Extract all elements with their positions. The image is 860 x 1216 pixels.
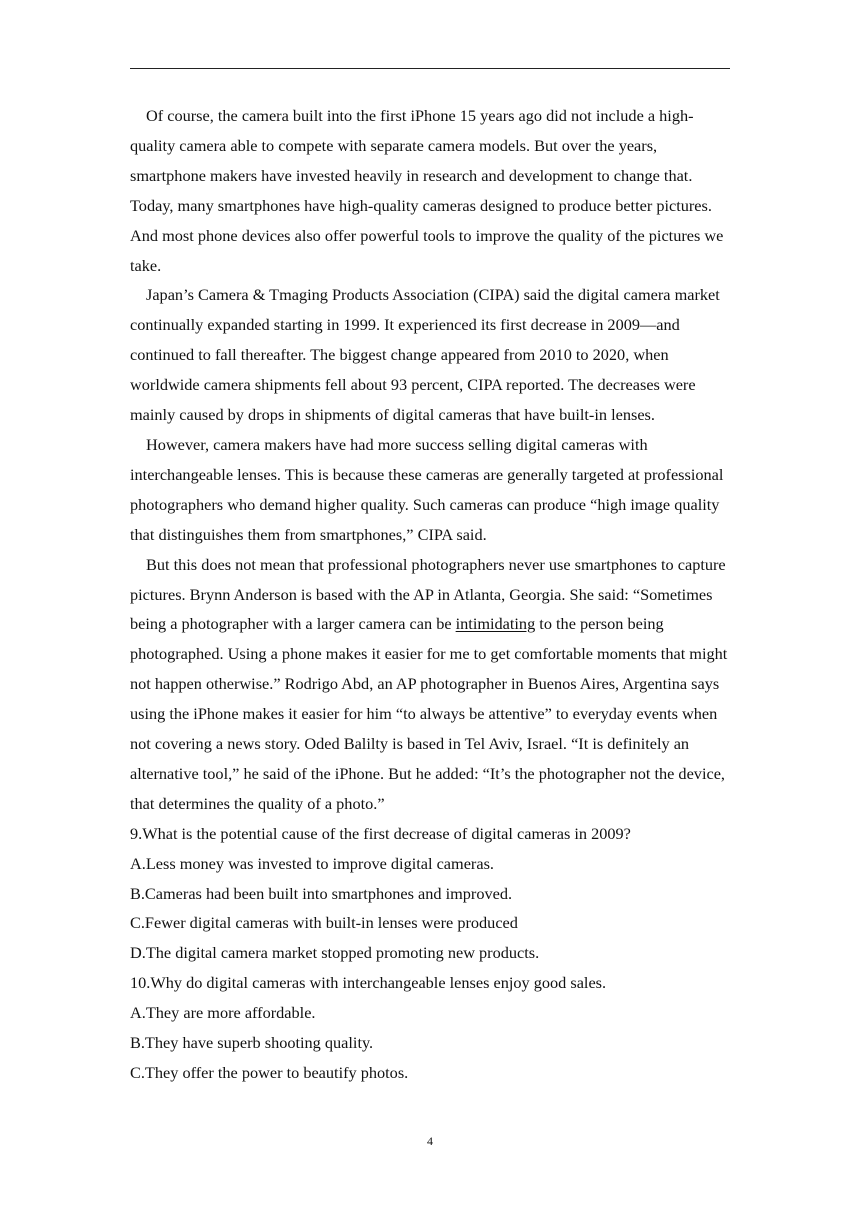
paragraph-4 [130, 550, 730, 819]
underlined-word: intimidating [455, 614, 536, 634]
header-rule [130, 68, 730, 69]
paragraph-4-text-start: But this does not mean that professional photographers never use smartphones to capture pictures. Brynn Anderson is based with the AP in Atlanta, Georgia. She said: “Sometimes being a photographer with a larger camera can be [130, 554, 726, 634]
paragraph-2: Japan’s Camera & Tmaging Products Association (CIPA) said the digital camera market continually expanded starting in 1999. It experienced its first decrease in 2009—and continued to fall thereafter. The biggest change appeared from 2010 to 2020, when worldwide camera shipments fell about 93 percent, CIPA reported. The decreases were mainly caused by drops in shipments of digital cameras that have built-in lenses. [130, 285, 720, 425]
paragraph-3: However, camera makers have had more success selling digital cameras with interchangeable lenses. This is because these cameras are generally targeted at professional photographers who demand higher quality. Such cameras can produce “high image quality that distinguishes them from smartphones,” CIPA said. [130, 434, 724, 544]
question-10-option-a: A.They are more affordable. [130, 1003, 316, 1023]
question-9-option-d: D.The digital camera market stopped promoting new products. [130, 943, 540, 963]
question-10-option-b: B.They have superb shooting quality. [130, 1033, 374, 1053]
question-10-stem: 10.Why do digital cameras with interchangeable lenses enjoy good sales. [130, 973, 607, 993]
question-10-option-c: C.They offer the power to beautify photos. [130, 1063, 409, 1082]
page-content [130, 101, 730, 1088]
page-number: 4 [427, 1134, 433, 1148]
question-9-stem: 9.What is the potential cause of the first decrease of digital cameras in 2009? [130, 823, 631, 843]
question-9-option-a: A.Less money was invested to improve digital cameras. [130, 853, 494, 873]
question-9-option-c: C.Fewer digital cameras with built-in lenses were produced [130, 913, 518, 933]
paragraph-1: Of course, the camera built into the first iPhone 15 years ago did not include a high-quality camera able to compete with separate camera models. But over the years, smartphone makers have invested heavily in research and development to change that. Today, many smartphones have high-quality cameras designed to produce better pictures. And most phone devices also offer powerful tools to improve the quality of the pictures we take. [130, 106, 724, 275]
paragraph-4-text-end: to the person being photographed. Using a phone makes it easier for me to get comfortable moments that might not happen otherwise.” Rodrigo Abd, an AP photographer in Buenos Aires, Argentina says using the iPhone makes it easier for him “to always be attentive” to everyday events when not covering a news story. Oded Balilty is based in Tel Aviv, Israel. “It is definitely an alternative tool,” he said of the iPhone. But he added: “It’s the photographer not the device, that determines the quality of a photo.” [130, 614, 728, 813]
question-9-option-b: B.Cameras had been built into smartphones and improved. [130, 883, 513, 903]
